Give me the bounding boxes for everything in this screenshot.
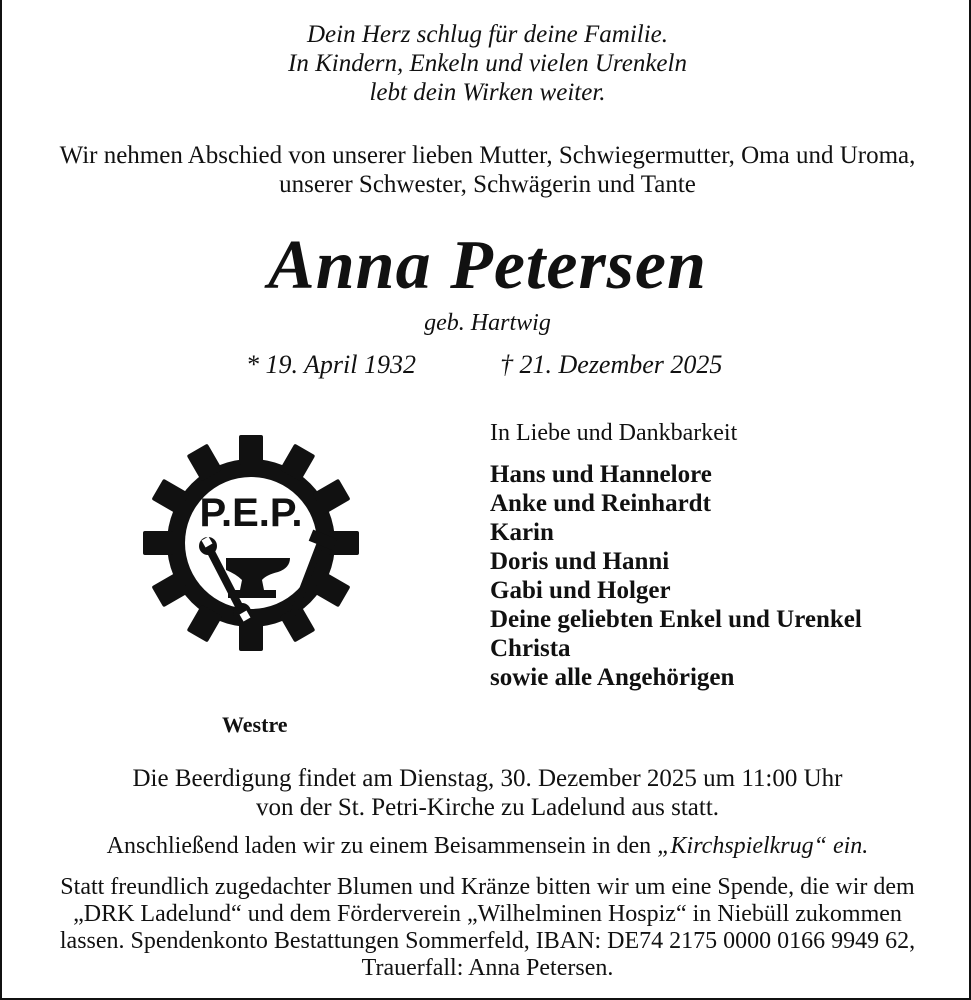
intro-line: unserer Schwester, Schwägerin und Tante	[279, 171, 696, 198]
mourner-entry: Gabi und Holger	[490, 577, 671, 604]
birth-name: geb. Hartwig	[424, 310, 551, 336]
donation-notice	[2, 874, 971, 982]
reception-notice	[2, 832, 971, 861]
mourners-list	[490, 460, 862, 692]
memorial-poem	[2, 20, 971, 107]
gear-anvil-logo-icon	[140, 422, 362, 664]
funeral-details	[2, 764, 971, 822]
mourner-entry: Hans und Hannelore	[490, 461, 712, 488]
poem-line: In Kindern, Enkeln und vielen Urenkeln	[288, 50, 687, 77]
intro-line: Wir nehmen Abschied von unserer lieben Mutter, Schwiegermutter, Oma und Uroma,	[59, 142, 916, 169]
funeral-line: von der St. Petri-Kirche zu Ladelund aus statt.	[255, 794, 720, 821]
donation-line: Trauerfall: Anna Petersen.	[361, 955, 614, 981]
mourner-entry: sowie alle Angehörigen	[490, 664, 735, 691]
birth-date: * 19. April 1932	[246, 350, 416, 379]
mourners-intro: In Liebe und Dankbarkeit	[490, 420, 738, 446]
funeral-line: Die Beerdigung findet am Dienstag, 30. Dezember 2025 um 11:00 Uhr	[132, 765, 843, 792]
reception-text: Anschließend laden wir zu einem Beisammensein in den	[106, 833, 658, 859]
mourner-entry: Christa	[490, 635, 571, 662]
donation-line: Statt freundlich zugedachter Blumen und Kränze bitten wir um eine Spende, die wir dem	[60, 874, 915, 900]
mourner-entry: Anke und Reinhardt	[490, 490, 711, 517]
mourner-entry: Doris und Hanni	[490, 548, 670, 575]
death-date: † 21. Dezember 2025	[500, 350, 723, 379]
deceased-name: Anna Petersen	[268, 227, 707, 304]
place-name: Westre	[222, 712, 288, 737]
logo-text: P.E.P.	[199, 491, 303, 535]
mourner-entry: Karin	[490, 519, 554, 546]
mourner-entry: Deine geliebten Enkel und Urenkel	[490, 606, 862, 633]
donation-line: lassen. Spendenkonto Bestattungen Sommerfeld, IBAN: DE74 2175 0000 0166 9949 62,	[59, 928, 916, 954]
donation-line: „DRK Ladelund“ und dem Förderverein „Wilhelminen Hospiz“ in Niebüll zukommen	[73, 901, 902, 927]
poem-line: Dein Herz schlug für deine Familie.	[306, 21, 669, 48]
reception-venue: „Kirchspielkrug“ ein.	[657, 833, 869, 859]
poem-line: lebt dein Wirken weiter.	[369, 79, 606, 106]
farewell-intro	[2, 141, 971, 199]
